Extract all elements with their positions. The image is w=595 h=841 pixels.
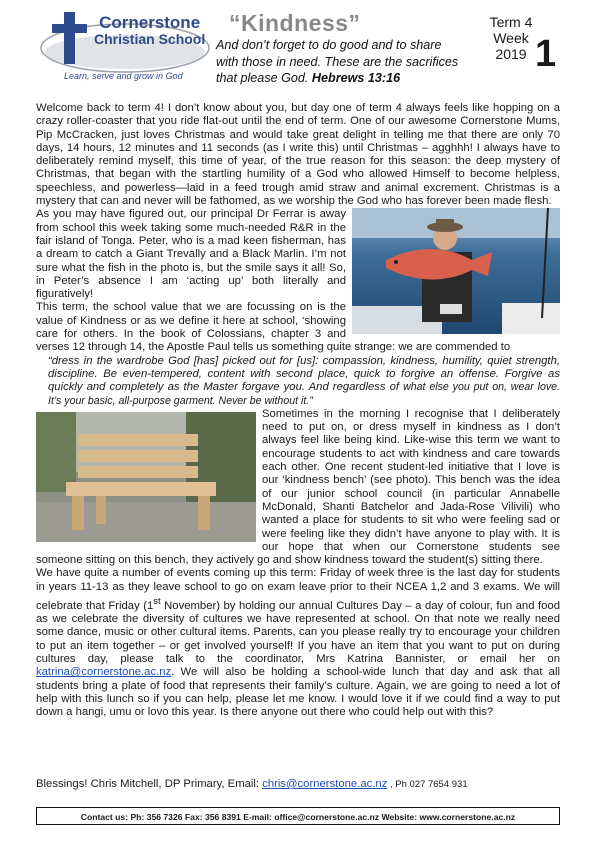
date-superscript: st (153, 594, 161, 606)
quote-end: what else you put on, wear love. It’s your basic, all-purpose garment. Never be without it.” (48, 381, 560, 407)
newsletter-body (36, 102, 560, 719)
signoff-text: Blessings! Chris Mitchell, DP Primary, Email: (36, 778, 263, 790)
events-text-1: We have quite a number of events coming up this term: Friday of week three is the last day for students in years 11-13 as they leave school to go on exam leave prior to their NCEA 1,2 and 3 exams. We will celebrate that Friday (1 (36, 567, 560, 612)
kindness-bench-photo (36, 412, 256, 542)
theme-verse-text: And don’t forget to do good and to share with those in need. These are the sacrifices that please God. (216, 38, 459, 85)
issue-number: 1 (535, 33, 557, 75)
school-name (94, 14, 205, 48)
author-phone: , Ph 027 7654 931 (387, 779, 468, 790)
coordinator-email-link[interactable]: katrina@cornerstone.ac.nz (36, 666, 172, 679)
term-label: Term 4 (489, 14, 533, 30)
week-label: Week (493, 30, 529, 46)
newsletter-header (0, 0, 595, 100)
paragraph-kindness: Sometimes in the morning I recognise that I deliberately need to put on, or dress myself in kindness as I don’t always feel like being kind. Like-wise this term we want to encourage students to act with kindness and care towards each other. One recent student-led initiative that I love is our ‘kindness bench’ (see photo). This bench was the idea of our junior school council (in particular Annabelle McDonald, Shanti Batchelor and Jada-Rose Vilivili) who wanted a place for students to sit who were feeling sad or were feeling like they didn’t have anyone to play with. It is our hope that when our Cornerstone students see someone sitting on this bench, they actively go and show kindness toward the student(s) sitting there. (36, 407, 560, 567)
quote-main: “dress in the wardrobe God [has] picked out for [us]: compassion, kindness, humility, quiet strength, discipline. Be even-tempered, content with second place, quick to forgive an offense. Forgive as quickly and completely as the Master forgave you. And regardless of (48, 354, 560, 394)
school-tagline: Learn, serve and grow in God (64, 71, 183, 81)
paragraph-value: This term, the school value that we are focussing on is the value of Kindness or as we define it here at school, ‘showing care for others. In the book of Colossians, chapter 3 and verses 12 through 14, the Apostle Paul tells us something quite strange: we are commended to (36, 301, 511, 354)
school-name-line1: Cornerstone (99, 13, 201, 32)
colossians-quote (36, 355, 560, 408)
signoff (36, 778, 468, 790)
theme-verse-reference: Hebrews 13:16 (311, 71, 401, 85)
author-email-link[interactable]: chris@cornerstone.ac.nz (262, 778, 388, 790)
school-name-line2: Christian School (94, 31, 206, 47)
theme-title: “Kindness” (229, 10, 361, 36)
fisherman-photo (352, 208, 560, 334)
paragraph-events (36, 567, 560, 719)
events-text-3: . We will also be holding a school-wide lunch that day and ask that all students bring a plate of food that represents their family’s culture. Again, we are going to need a lot of help with this lunch so if you can help, please let me know. I would love it if we could find a way to put down a hangi, umu or lovo this year. Is there anyone out there who could help out with this? (36, 666, 560, 719)
year-label: 2019 (495, 46, 527, 62)
paragraph-principal: As you may have figured out, our principal Dr Ferrar is away from school this week taking some much-needed R&R in the fair island of Tonga. Peter, who is a mad keen fisherman, has a dream to catch a Giant Trevally and a Black Marlin. I’m not sure what the fish in the photo is, but the smile says it all! So, in Peter’s absence I am ‘acting up’ both literally and figuratively! (36, 208, 346, 301)
theme-verse (216, 37, 466, 87)
paragraph-welcome: Welcome back to term 4! I don’t know about you, but day one of term 4 always feels like hopping on a crazy roller-coaster that you ride flat-out until the end of term. One of our awesome Cornerstone Mums, Pip McCracken, just loves Christmas and would take great delight in telling me that there are only 70 days, 14 hours, 12 minutes and 11 seconds (as I write this) until Christmas – agghhh! I always have to deliberately remind myself, this time of year, of the true reason for this season: the deep mystery of Christmas, that began with the startling humility of a God who allowed Himself to become helpless, speechless, and powerless—laid in a feed trough amid straw and animal excrement. Christmas is a mystery that can and never will be fathomed, as we worship the God who has forever been made flesh. (36, 102, 560, 208)
contact-footer: Contact us: Ph: 356 7326 Fax: 356 8391 E-mail: office@cornerstone.ac.nz Website: www.cornerstone.ac.nz (36, 807, 560, 825)
events-text-2: November) by holding our annual Cultures Day – a day of colour, fun and food as we celebrate the diversity of cultures we have represented at school. On that note we really need some dance, music or other cultural items. Parents, can you please really try to encourage your children to put an item together – or get involved yourself! If you have an item that you want to put on during cultures day, please talk to the coordinator, Mrs Katrina Bannister, or email her on (36, 599, 560, 665)
